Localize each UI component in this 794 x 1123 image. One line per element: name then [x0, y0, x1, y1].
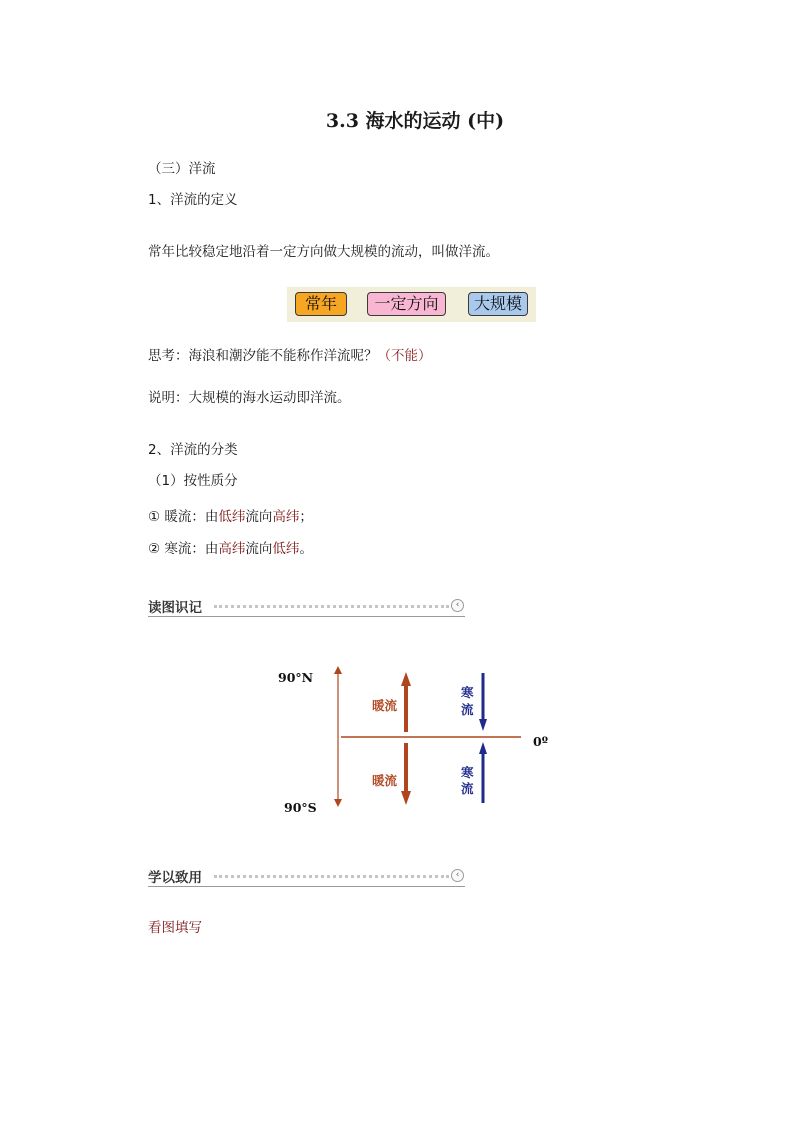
classification-heading: 2、洋流的分类 — [148, 442, 238, 458]
collapse-chevron-icon[interactable]: ‹ — [451, 869, 464, 882]
section-dots-divider — [214, 875, 449, 878]
cold-label-south-top: 寒 — [461, 765, 474, 780]
keyword-fixed-direction: 一定方向 — [367, 292, 446, 316]
definition-heading: 1、洋流的定义 — [148, 192, 238, 208]
warm-label-south: 暖流 — [372, 773, 398, 788]
cold-arrow-north-head — [479, 719, 487, 731]
equator-label: 0º — [533, 734, 548, 749]
cold-arrow-south-head — [479, 742, 487, 754]
cold-label-south-bottom: 流 — [461, 781, 474, 796]
definition-text: 常年比较稳定地沿着一定方向做大规模的流动，叫做洋流。 — [148, 244, 499, 260]
read-figure-title: 读图识记 — [148, 600, 202, 616]
explain-text: 说明：大规模的海水运动即洋流。 — [148, 390, 351, 406]
collapse-chevron-icon[interactable]: ‹ — [451, 599, 464, 612]
apply-title: 学以致用 — [148, 870, 202, 886]
warm-label-north: 暖流 — [372, 698, 398, 713]
warm-mid: 流向 — [245, 509, 273, 525]
cold-end: 。 — [299, 541, 313, 557]
warm-prefix: ① 暖流：由 — [148, 509, 219, 525]
section-heading-ocean-current: （三）洋流 — [148, 161, 216, 177]
cold-label-north-bottom: 流 — [461, 702, 474, 717]
cold-label-north-top: 寒 — [461, 685, 474, 700]
north-pole-label: 90°N — [278, 670, 314, 685]
think-question-text: 思考：海浪和潮汐能不能称作洋流呢？ — [148, 348, 378, 364]
apply-task: 看图填写 — [148, 920, 202, 936]
warm-arrow-north-head — [401, 672, 411, 686]
cold-to: 低纬 — [272, 541, 300, 557]
warm-from: 低纬 — [218, 509, 246, 525]
section-header-apply — [148, 866, 465, 887]
think-answer: （不能） — [377, 348, 432, 364]
cold-from: 高纬 — [218, 541, 246, 557]
classification-by-property: （1）按性质分 — [148, 473, 238, 489]
keyword-perennial: 常年 — [295, 292, 347, 316]
warm-to: 高纬 — [272, 509, 300, 525]
page-title: 3.3 海水的运动 (中) — [325, 110, 505, 132]
warm-arrow-south-head — [401, 791, 411, 805]
warm-end: ； — [299, 509, 313, 525]
south-pole-label: 90°S — [284, 800, 317, 815]
cold-prefix: ② 寒流：由 — [148, 541, 219, 557]
keyword-large-scale: 大规模 — [468, 292, 528, 316]
cold-mid: 流向 — [245, 541, 273, 557]
